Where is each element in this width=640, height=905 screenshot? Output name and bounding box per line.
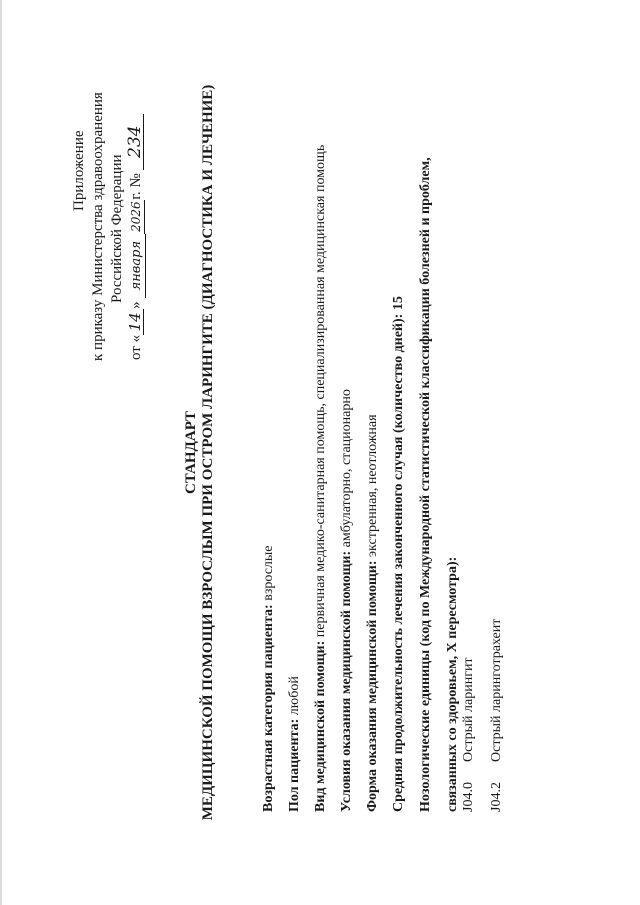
field-label: Вид медицинской помощи:	[313, 640, 328, 812]
field-value: взрослые	[261, 545, 276, 605]
standard-fields	[256, 52, 466, 812]
nosology-line-1: Нозологические единицы (код по Международной статистической классификации болезней и проблем,	[418, 157, 433, 812]
icd-code: J04.0	[461, 782, 476, 812]
handwritten-order-number: 234	[127, 114, 144, 170]
nosology-codes	[455, 619, 511, 812]
field-value: экстренная, неотложная	[365, 414, 380, 561]
date-prefix: от «	[128, 334, 144, 360]
handwritten-month: января	[129, 234, 146, 298]
appendix-date-line	[127, 114, 146, 360]
appendix-federation: Российской Федерации	[109, 154, 125, 303]
field-value: 15	[391, 296, 406, 314]
field-label: Возрастная категория пациента:	[261, 604, 276, 812]
appendix-title: Приложение	[71, 130, 87, 211]
nosology-line-2: связанных со здоровьем, X пересмотра):	[445, 556, 460, 812]
standard-title: МЕДИЦИНСКОЙ ПОМОЩИ ВЗРОСЛЫМ ПРИ ОСТРОМ ЛАРИНГИТЕ (ДИАГНОСТИКА И ЛЕЧЕНИЕ)	[200, 84, 216, 821]
field-sex	[282, 52, 308, 812]
appendix-order-line: к приказу Министерства здравоохранения	[90, 92, 106, 361]
standard-heading: СТАНДАРТ	[183, 410, 199, 495]
field-care-conditions	[334, 52, 360, 812]
field-value: амбулаторно, стационарно	[339, 389, 354, 551]
diagnosis-name: Острый ларингит	[461, 657, 476, 762]
date-mid: »	[128, 301, 144, 309]
field-label: Пол пациента:	[287, 718, 302, 812]
year-suffix: г. №	[128, 173, 144, 200]
list-item	[483, 619, 511, 812]
field-duration	[386, 52, 412, 812]
handwritten-day: 14	[127, 309, 144, 335]
field-care-type	[308, 52, 334, 812]
field-label: Средняя продолжительность лечения законченного случая (количество дней):	[391, 313, 406, 812]
icd-code: J04.2	[489, 782, 504, 812]
handwritten-year: 2026	[129, 201, 143, 232]
field-label: Форма оказания медицинской помощи:	[365, 560, 380, 812]
field-care-form	[360, 52, 386, 812]
field-label: Условия оказания медицинской помощи:	[339, 550, 354, 812]
field-value: первичная медико-санитарная помощь, специализированная медицинская помощь	[313, 144, 328, 641]
list-item	[455, 619, 483, 812]
field-age-category	[256, 52, 282, 812]
diagnosis-name: Острый ларинготрахеит	[489, 618, 504, 762]
field-value: любой	[287, 676, 302, 719]
